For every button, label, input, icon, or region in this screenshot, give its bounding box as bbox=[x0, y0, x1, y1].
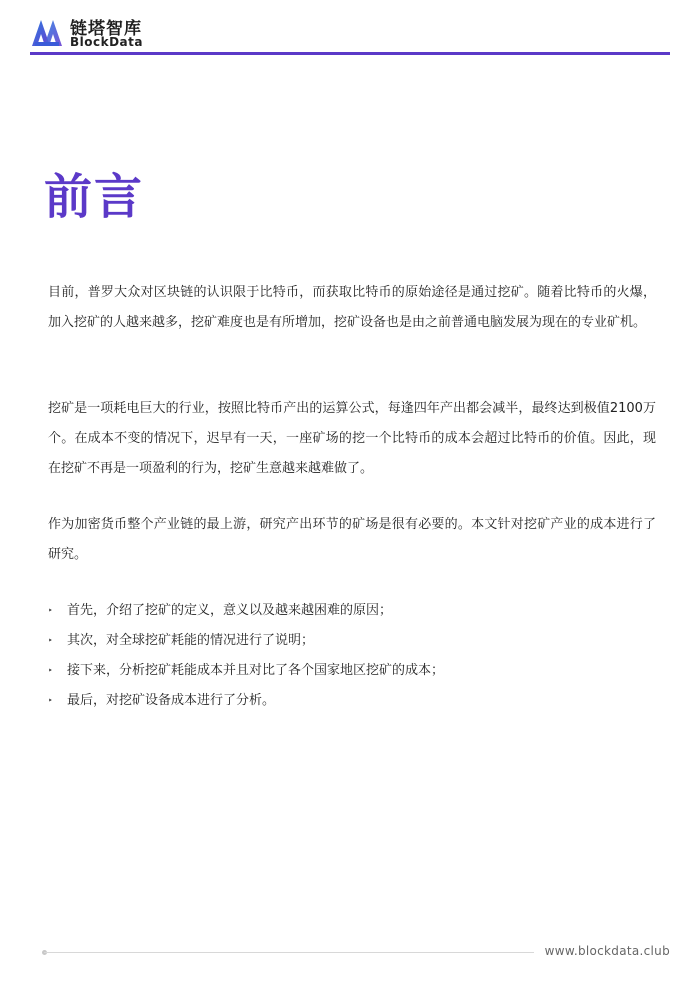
bullet-marker-icon: ‣ bbox=[48, 636, 53, 645]
bullet-marker-icon: ‣ bbox=[48, 696, 53, 705]
header-divider bbox=[30, 52, 670, 55]
bullet-marker-icon: ‣ bbox=[48, 666, 53, 675]
summary-list bbox=[48, 596, 656, 716]
logo-chinese-text: 链塔智库 bbox=[70, 19, 142, 39]
bullet-marker-icon: ‣ bbox=[48, 606, 53, 615]
paragraph-3: 作为加密货币整个产业链的最上游，研究产出环节的矿场是很有必要的。本文针对挖矿产业的成本进行了研究。 bbox=[48, 517, 656, 562]
blockdata-logo-icon bbox=[30, 16, 68, 48]
list-item bbox=[48, 596, 656, 626]
list-item bbox=[48, 686, 656, 716]
list-item bbox=[48, 626, 656, 656]
footer-url[interactable]: www.blockdata.club bbox=[544, 944, 670, 958]
list-item-text: 最后，对挖矿设备成本进行了分析。 bbox=[67, 693, 276, 708]
list-item-text: 首先，介绍了挖矿的定义，意义以及越来越困难的原因； bbox=[67, 603, 393, 618]
footer-divider bbox=[44, 952, 534, 953]
paragraph-1: 目前，普罗大众对区块链的认识限于比特币，而获取比特币的原始途径是通过挖矿。随着比特币的火爆，加入挖矿的人越来越多，挖矿难度也是有所增加，挖矿设备也是由之前普通电脑发展为现在的专业矿机。 bbox=[48, 285, 656, 330]
list-item-text: 其次，对全球挖矿耗能的情况进行了说明； bbox=[67, 633, 315, 648]
list-item-text: 接下来，分析挖矿耗能成本并且对比了各个国家地区挖矿的成本； bbox=[67, 663, 445, 678]
logo-english-text: BlockData bbox=[70, 35, 143, 49]
page-title: 前言 bbox=[44, 169, 145, 225]
page-header bbox=[30, 14, 670, 56]
paragraph-2: 挖矿是一项耗电巨大的行业，按照比特币产出的运算公式，每逢四年产出都会减半，最终达到极值2100万个。在成本不变的情况下，迟早有一天，一座矿场的挖一个比特币的成本会超过比特币的价值。因此，现在挖矿不再是一项盈利的行为，挖矿生意越来越难做了。 bbox=[48, 401, 656, 476]
list-item bbox=[48, 656, 656, 686]
